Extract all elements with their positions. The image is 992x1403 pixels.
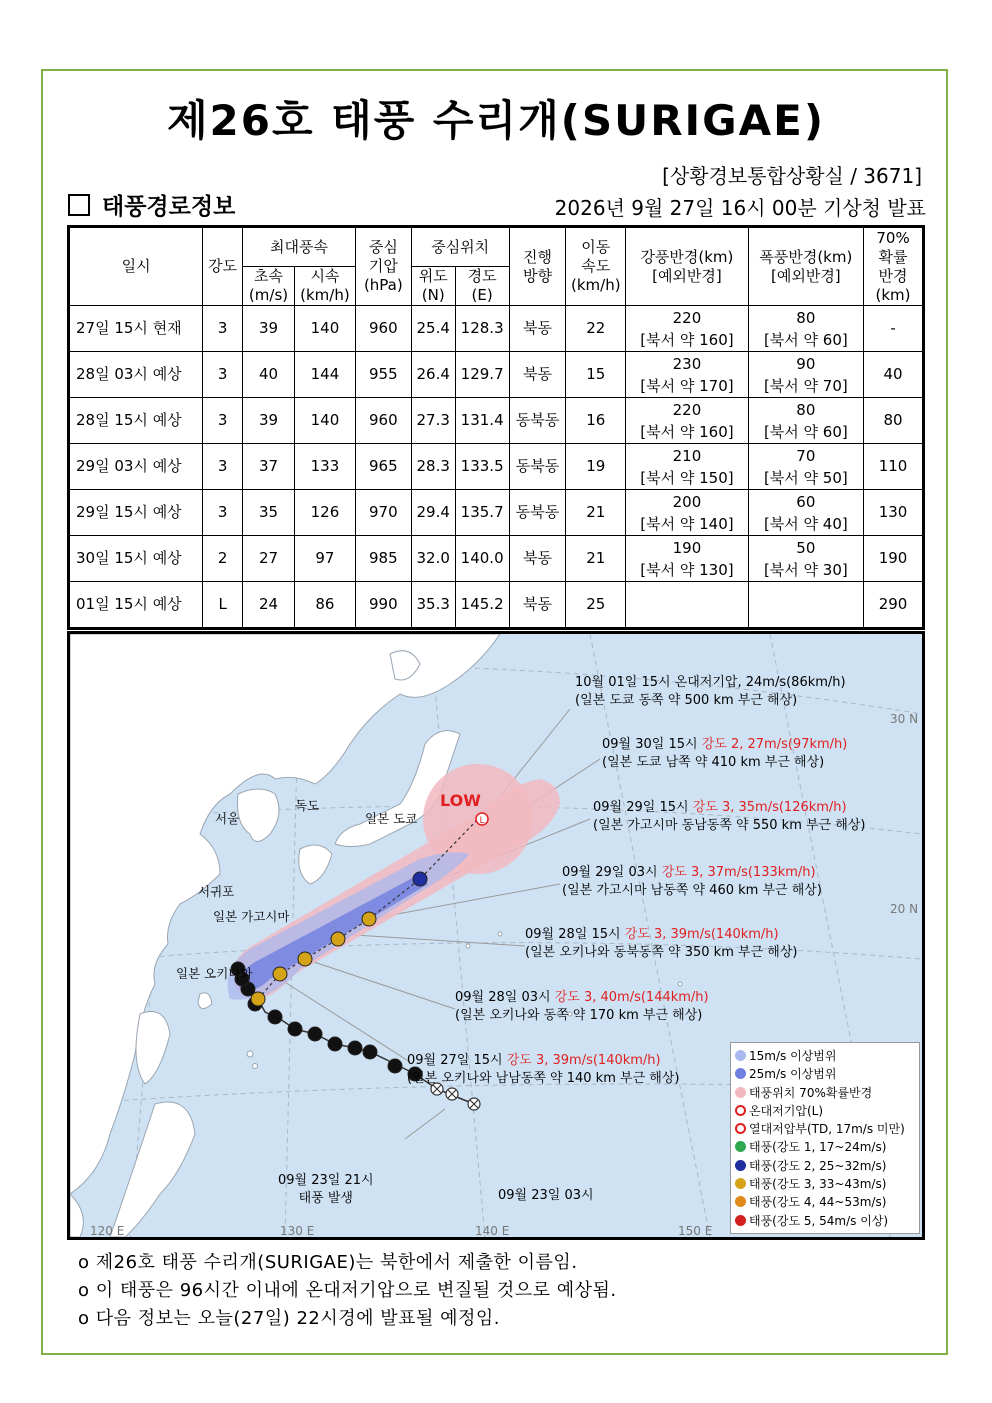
cell-lat: 32.0 (411, 536, 455, 582)
cell-strong-radius: 210 [북서 약 150] (626, 444, 748, 490)
place-seogwipo: 서귀포 (198, 884, 235, 899)
cell-hpa: 955 (355, 352, 411, 398)
cell-ms: 35 (243, 490, 295, 536)
cell-storm-radius: 80 [북서 약 60] (748, 398, 863, 444)
place-kagoshima: 일본 가고시마 (213, 909, 290, 924)
header-intensity: 강도 (203, 227, 243, 306)
header-direction: 진행 방향 (509, 227, 566, 306)
cell-speed: 16 (566, 398, 626, 444)
cell-ms: 27 (243, 536, 295, 582)
cell-strong-radius: 190 [북서 약 130] (626, 536, 748, 582)
past-typhoon-icon (328, 1037, 342, 1051)
legend-item: 태풍(강도 1, 17~24m/s) (735, 1138, 915, 1156)
cell-dir: 북동 (509, 352, 566, 398)
cell-lat: 27.3 (411, 398, 455, 444)
note-2: o 이 태풍은 96시간 이내에 온대저기압으로 변질될 것으로 예상됨. (78, 1280, 617, 1301)
cell-dir: 동북동 (509, 490, 566, 536)
legend-item: 열대저압부(TD, 17m/s 미만) (735, 1120, 915, 1138)
track-map (67, 631, 925, 1240)
header-wind-kmh: 시속 (km/h) (294, 267, 355, 306)
cell-hpa: 985 (355, 536, 411, 582)
cell-ms: 24 (243, 582, 295, 629)
office-label: [상황경보통합상황실 / 3671] (662, 164, 922, 188)
cell-prob: 190 (864, 536, 924, 582)
typhoon-icon (735, 1215, 746, 1226)
legend-item: 온대저기압(L) (735, 1102, 915, 1120)
cell-storm-radius: 90 [북서 약 70] (748, 352, 863, 398)
cell-kmh: 126 (294, 490, 355, 536)
cell-ms: 37 (243, 444, 295, 490)
place-tokyo: 일본 도쿄 (365, 811, 418, 826)
legend-swatch-icon (735, 1087, 746, 1098)
axis-lon140: 140 E (475, 1224, 510, 1238)
cell-hpa: 960 (355, 398, 411, 444)
legend-item: 태풍위치 70%확률반경 (735, 1084, 915, 1102)
track-annotation: 09월 28일 15시 강도 3, 39m/s(140km/h) (일본 오키나와 동북동쪽 약 350 km 부근 해상) (525, 927, 798, 960)
cell-hpa: 990 (355, 582, 411, 629)
cell-intensity: 2 (203, 536, 243, 582)
cell-intensity: 3 (203, 398, 243, 444)
header-max-wind: 최대풍속 (243, 227, 356, 267)
cell-hpa: 960 (355, 306, 411, 352)
track-annotation: 09월 28일 03시 강도 3, 40m/s(144km/h) (일본 오키나와 동쪽 약 170 km 부근 해상) (455, 990, 709, 1023)
header-strong-radius: 강풍반경(km) [예외반경] (626, 227, 748, 306)
cell-intensity: 3 (203, 490, 243, 536)
legend-swatch-icon (735, 1068, 746, 1079)
table-row (69, 490, 924, 536)
header-prob-radius: 70% 확률 반경 (km) (864, 227, 924, 306)
track-annotation: 09월 30일 15시 강도 2, 27m/s(97km/h) (일본 도쿄 남쪽 약 410 km 부근 해상) (602, 737, 848, 770)
cell-speed: 21 (566, 536, 626, 582)
typhoon-now-icon (251, 992, 265, 1006)
header-storm-radius: 폭풍반경(km) [예외반경] (748, 227, 863, 306)
cell-prob: 40 (864, 352, 924, 398)
map-legend (730, 1042, 920, 1234)
cell-strong-radius: 220 [북서 약 160] (626, 306, 748, 352)
track-table (67, 225, 925, 630)
legend-swatch-icon (735, 1123, 746, 1134)
cell-speed: 22 (566, 306, 626, 352)
past-typhoon-icon (268, 1010, 282, 1024)
cell-kmh: 140 (294, 398, 355, 444)
typhoon-icon (735, 1178, 746, 1189)
place-seoul: 서울 (215, 811, 240, 826)
cell-ms: 39 (243, 398, 295, 444)
legend-item: 태풍(강도 5, 54m/s 이상) (735, 1212, 915, 1230)
cell-lon: 140.0 (455, 536, 509, 582)
cell-prob: 80 (864, 398, 924, 444)
cell-lon: 131.4 (455, 398, 509, 444)
start-label: 09월 23일 03시 (498, 1188, 594, 1203)
cell-strong-radius (626, 582, 748, 629)
cell-kmh: 86 (294, 582, 355, 629)
cell-lat: 26.4 (411, 352, 455, 398)
cell-ms: 39 (243, 306, 295, 352)
track-annotation: 09월 27일 15시 강도 3, 39m/s(140km/h) (일본 오키나와 남남동쪽 약 140 km 부근 해상) (407, 1053, 680, 1086)
cell-prob: - (864, 306, 924, 352)
typhoon-icon (735, 1196, 746, 1207)
legend-swatch-icon (735, 1050, 746, 1061)
cell-strong-radius: 220 [북서 약 160] (626, 398, 748, 444)
past-typhoon-icon (388, 1059, 402, 1073)
cell-time: 28일 03시 예상 (69, 352, 203, 398)
table-row (69, 398, 924, 444)
cell-speed: 21 (566, 490, 626, 536)
typhoon-forecast-icon (273, 967, 287, 981)
low-pressure-marker: L (479, 816, 485, 826)
cell-time: 01일 15시 예상 (69, 582, 203, 629)
typhoon-forecast-icon (331, 932, 345, 946)
cell-time: 29일 15시 예상 (69, 490, 203, 536)
legend-item: 15m/s 이상범위 (735, 1047, 915, 1065)
cell-speed: 15 (566, 352, 626, 398)
table-row (69, 582, 924, 629)
cell-time: 27일 15시 현재 (69, 306, 203, 352)
cell-hpa: 965 (355, 444, 411, 490)
page-title: 제26호 태풍 수리개(SURIGAE) (166, 96, 826, 145)
cell-dir: 북동 (509, 306, 566, 352)
cell-storm-radius: 80 [북서 약 60] (748, 306, 863, 352)
cell-time: 28일 15시 예상 (69, 398, 203, 444)
past-typhoon-icon (363, 1045, 377, 1059)
low-label: LOW (440, 791, 481, 810)
place-okinawa: 일본 오키나와 (176, 966, 253, 981)
axis-lon150: 150 E (678, 1224, 713, 1238)
genesis-label: 09월 23일 21시 태풍 발생 (278, 1173, 374, 1206)
cell-intensity: 3 (203, 444, 243, 490)
header-center: 중심위치 (411, 227, 509, 267)
track-annotation: 09월 29일 15시 강도 3, 35m/s(126km/h) (일본 가고시마 동남동쪽 약 550 km 부근 해상) (593, 800, 866, 833)
track-annotation: 09월 29일 03시 강도 3, 37m/s(133km/h) (일본 가고시마 남동쪽 약 460 km 부근 해상) (562, 865, 822, 898)
cell-lon: 145.2 (455, 582, 509, 629)
table-row (69, 536, 924, 582)
past-typhoon-icon (308, 1027, 322, 1041)
header-time: 일시 (69, 227, 203, 306)
note-3: o 다음 정보는 오늘(27일) 22시경에 발표될 예정임. (78, 1308, 501, 1329)
cell-speed: 25 (566, 582, 626, 629)
checkbox-icon (68, 194, 90, 216)
track-annotation: 10월 01일 15시 온대저기압, 24m/s(86km/h) (일본 도쿄 동쪽 약 500 km 부근 해상) (575, 675, 846, 708)
cell-kmh: 133 (294, 444, 355, 490)
typhoon-icon (735, 1160, 746, 1171)
cell-dir: 동북동 (509, 444, 566, 490)
cell-lat: 35.3 (411, 582, 455, 629)
table-row (69, 352, 924, 398)
cell-speed: 19 (566, 444, 626, 490)
cell-storm-radius: 50 [북서 약 30] (748, 536, 863, 582)
header-lon: 경도 (E) (455, 267, 509, 306)
cell-hpa: 970 (355, 490, 411, 536)
legend-item: 태풍(강도 3, 33~43m/s) (735, 1175, 915, 1193)
cell-prob: 130 (864, 490, 924, 536)
axis-lon120: 120 E (90, 1224, 125, 1238)
cell-strong-radius: 230 [북서 약 170] (626, 352, 748, 398)
axis-lat30: 30 N (890, 712, 919, 726)
place-dokdo: 독도 (295, 798, 320, 813)
legend-item: 25m/s 이상범위 (735, 1065, 915, 1083)
section-title-text: 태풍경로정보 (102, 194, 236, 220)
cell-intensity: 3 (203, 352, 243, 398)
cell-lat: 28.3 (411, 444, 455, 490)
header-lat: 위도 (N) (411, 267, 455, 306)
cell-lat: 29.4 (411, 490, 455, 536)
cell-lon: 129.7 (455, 352, 509, 398)
header-pressure: 중심 기압 (hPa) (355, 227, 411, 306)
cell-lat: 25.4 (411, 306, 455, 352)
legend-item: 태풍(강도 2, 25~32m/s) (735, 1157, 915, 1175)
cell-kmh: 97 (294, 536, 355, 582)
cell-storm-radius: 70 [북서 약 50] (748, 444, 863, 490)
legend-item: 태풍(강도 4, 44~53m/s) (735, 1193, 915, 1211)
cell-strong-radius: 200 [북서 약 140] (626, 490, 748, 536)
cell-kmh: 144 (294, 352, 355, 398)
cell-time: 30일 15시 예상 (69, 536, 203, 582)
cell-intensity: 3 (203, 306, 243, 352)
cell-lon: 128.3 (455, 306, 509, 352)
axis-lon130: 130 E (280, 1224, 315, 1238)
cell-lon: 135.7 (455, 490, 509, 536)
cell-dir: 북동 (509, 582, 566, 629)
cell-ms: 40 (243, 352, 295, 398)
cell-prob: 290 (864, 582, 924, 629)
typhoon-forecast-icon (298, 952, 312, 966)
header-speed: 이동 속도 (km/h) (566, 227, 626, 306)
cell-intensity: L (203, 582, 243, 629)
past-typhoon-icon (288, 1022, 302, 1036)
legend-swatch-icon (735, 1105, 746, 1116)
axis-lat20: 20 N (890, 902, 919, 916)
cell-storm-radius: 60 [북서 약 40] (748, 490, 863, 536)
typhoon-forecast-icon (413, 872, 427, 886)
cell-dir: 북동 (509, 536, 566, 582)
cell-dir: 동북동 (509, 398, 566, 444)
cell-lon: 133.5 (455, 444, 509, 490)
header-wind-ms: 초속 (m/s) (243, 267, 295, 306)
table-row (69, 306, 924, 352)
section-title (68, 188, 235, 221)
table-row (69, 444, 924, 490)
cell-prob: 110 (864, 444, 924, 490)
issued-time: 2026년 9월 27일 16시 00분 기상청 발표 (554, 196, 926, 220)
typhoon-forecast-icon (362, 912, 376, 926)
cell-time: 29일 03시 예상 (69, 444, 203, 490)
note-1: o 제26호 태풍 수리개(SURIGAE)는 북한에서 제출한 이름임. (78, 1252, 578, 1273)
past-typhoon-icon (348, 1041, 362, 1055)
cell-kmh: 140 (294, 306, 355, 352)
typhoon-icon (735, 1141, 746, 1152)
cell-storm-radius (748, 582, 863, 629)
